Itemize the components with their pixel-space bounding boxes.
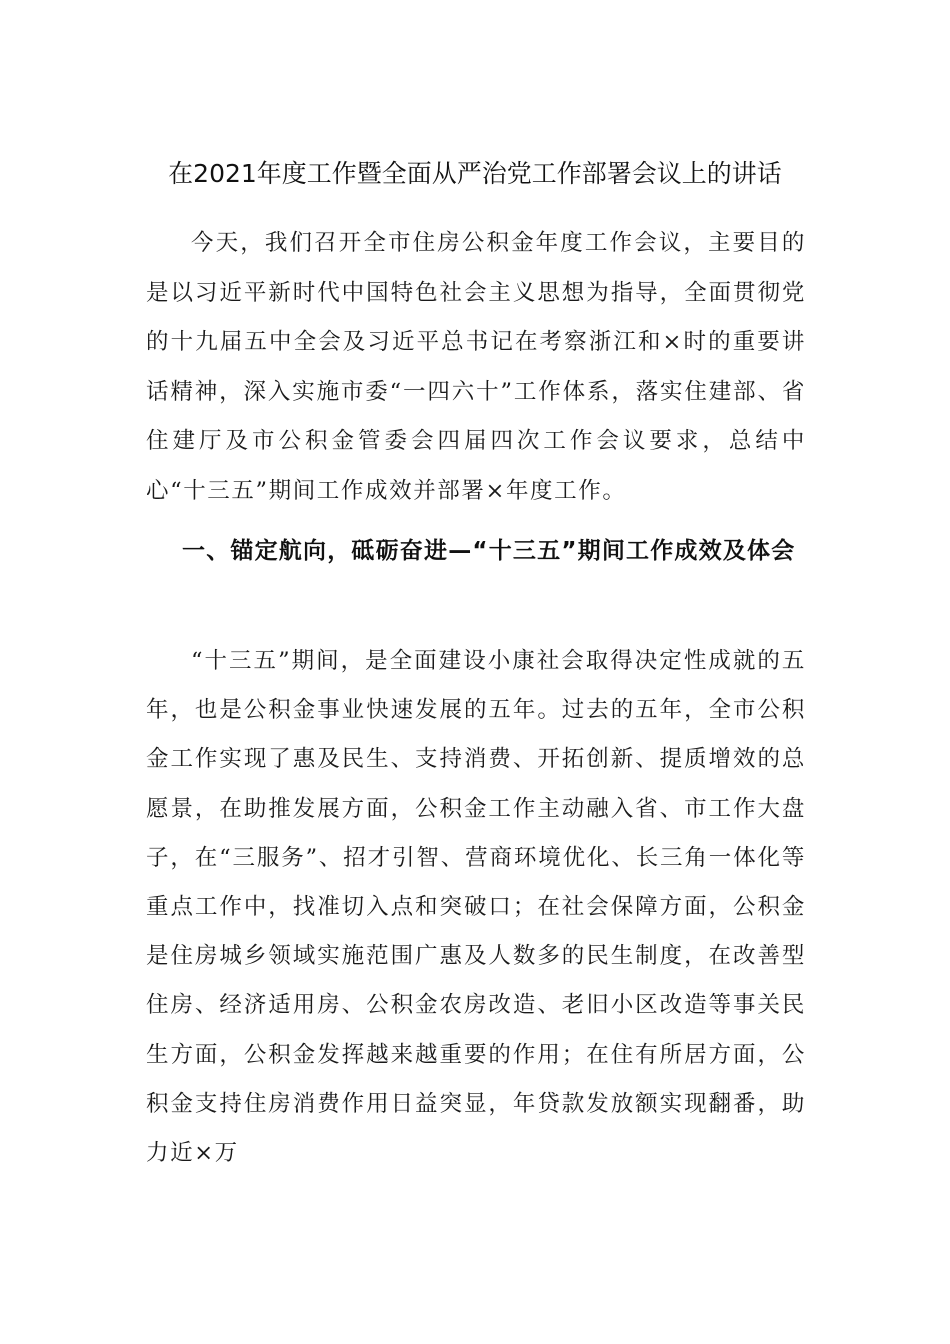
section-paragraph: “十三五”期间，是全面建设小康社会取得决定性成就的五年，也是公积金事业快速发展的五年。过去的五年，全市公积金工作实现了惠及民生、支持消费、开拓创新、提质增效的总愿景，在助推发展方面，公积金工作主动融入省、市工作大盘子，在“三服务”、招才引智、营商环境优化、长三角一体化等重点工作中，找准切入点和突破口；在社会保障方面，公积金是住房城乡领域实施范围广惠及人数多的民生制度，在改善型住房、经济适用房、公积金农房改造、老旧小区改造等事关民生方面，公积金发挥越来越重要的作用；在住有所居方面，公积金支持住房消费作用日益突显，年贷款发放额实现翻番，助力近×万 xyxy=(146,648,806,1167)
intro-paragraph: 今天，我们召开全市住房公积金年度工作会议，主要目的是以习近平新时代中国特色社会主义思想为指导，全面贯彻党的十九届五中全会及习近平总书记在考察浙江和×时的重要讲话精神，深入实施市委“一四六十”工作体系，落实住建部、省住建厅及市公积金管委会四届四次工作会议要求，总结中心“十三五”期间工作成效并部署×年度工作。 xyxy=(146,230,806,504)
section-heading: 一、锚定航向，砥砺奋进—“十三五”期间工作成效及体会 xyxy=(182,538,796,564)
document-title: 在2021年度工作暨全面从严治党工作部署会议上的讲话 xyxy=(168,159,782,188)
